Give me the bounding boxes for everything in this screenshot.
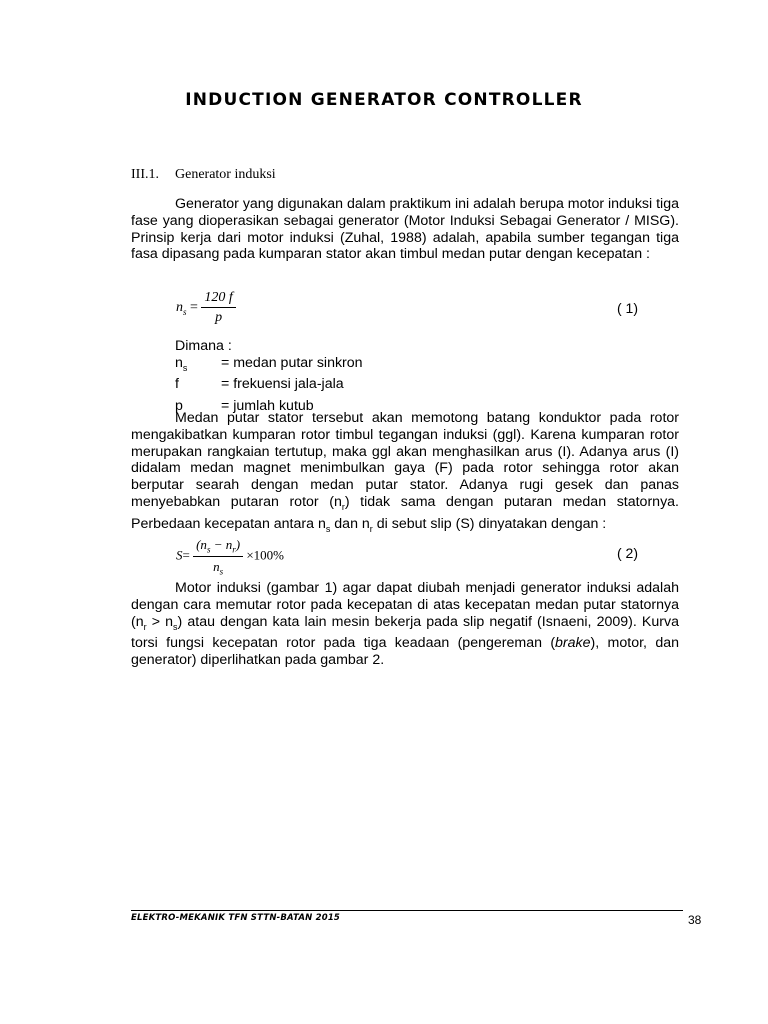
eq1-lhs: $n_s$ bbox=[176, 300, 187, 318]
page-number: 38 bbox=[688, 913, 702, 927]
eq2-fraction bbox=[193, 537, 243, 576]
eq2-times: ×100% bbox=[246, 547, 285, 563]
section-title: Generator induksi bbox=[175, 167, 276, 182]
footer-rule bbox=[131, 910, 683, 911]
definitions-heading: Dimana : bbox=[175, 338, 232, 354]
footer-text: ELEKTRO-MEKANIK TFN STTN-BATAN 2015 bbox=[131, 913, 341, 923]
definitions-block bbox=[175, 338, 363, 420]
eq1-denominator: p bbox=[215, 310, 223, 325]
eq1-numerator: 120 f bbox=[201, 290, 235, 308]
equation-2: S= $\frac{(n_s - n_r)}{n_s}$ ×100% bbox=[176, 537, 285, 577]
equation-1 bbox=[176, 290, 236, 326]
eq1-fraction bbox=[201, 290, 235, 326]
section-number: III.1. bbox=[131, 167, 159, 182]
paragraph-2: Medan putar stator tersebut akan memotong batang konduktor pada rotor mengakibatkan kumparan rotor timbul tegangan induksi (ggl). Karena kumparan rotor merupakan rangkaian tertutup, maka ggl akan menghasilkan arus (I). Adanya arus (I) didalam medan magnet menimbulkan gaya (F) pada rotor sehingga rotor akan berputar searah dengan medan putar stator. Adanya rugi gesek dan panas menyebabkan putaran rotor $(n_r)$ tidak sama dengan putaran medan statornya. Perbedaan kecepatan antara $n_s$ dan $n_r$ di sebut slip (S) dinyatakan dengan : bbox=[131, 410, 679, 534]
paragraph-1: Generator yang digunakan dalam praktikum ini adalah berupa motor induksi tiga fase yang dioperasikan sebagai generator (Motor Induksi Sebagai Generator / MISG). Prinsip kerja dari motor induksi (Zuhal, 1988) adalah, apabila sumber tegangan tiga fasa dipasang pada kumparan stator akan timbul medan putar dengan kecepatan : bbox=[131, 196, 679, 263]
eq2-numerator: $(n_s - n_r)$ bbox=[193, 537, 243, 557]
paragraph-3: Motor induksi (gambar 1) agar dapat diubah menjadi generator induksi adalah dengan cara memutar rotor pada kecepatan di atas kecepatan medan putar statornya $(n_r > n_s)$ atau dengan kata lain mesin bekerja pada slip negatif (Isnaeni, 2009). Kurva torsi fungsi kecepatan rotor pada tiga keadaan (pengereman (brake), motor, dan generator) diperlihatkan pada gambar 2. bbox=[131, 580, 679, 669]
page-title: INDUCTION GENERATOR CONTROLLER bbox=[185, 90, 583, 110]
eq1-equals: = bbox=[190, 300, 198, 316]
definition-row: f = frekuensi jala-jala bbox=[175, 376, 344, 393]
equation-1-number: ( 1) bbox=[617, 300, 638, 316]
equation-2-number: ( 2) bbox=[617, 545, 638, 561]
eq2-denominator: $n_s$ bbox=[213, 558, 224, 577]
definition-row: p = jumlah kutub bbox=[175, 398, 314, 415]
section-heading bbox=[131, 167, 276, 183]
definition-row: $n_s$ = medan putar sinkron bbox=[175, 354, 363, 373]
